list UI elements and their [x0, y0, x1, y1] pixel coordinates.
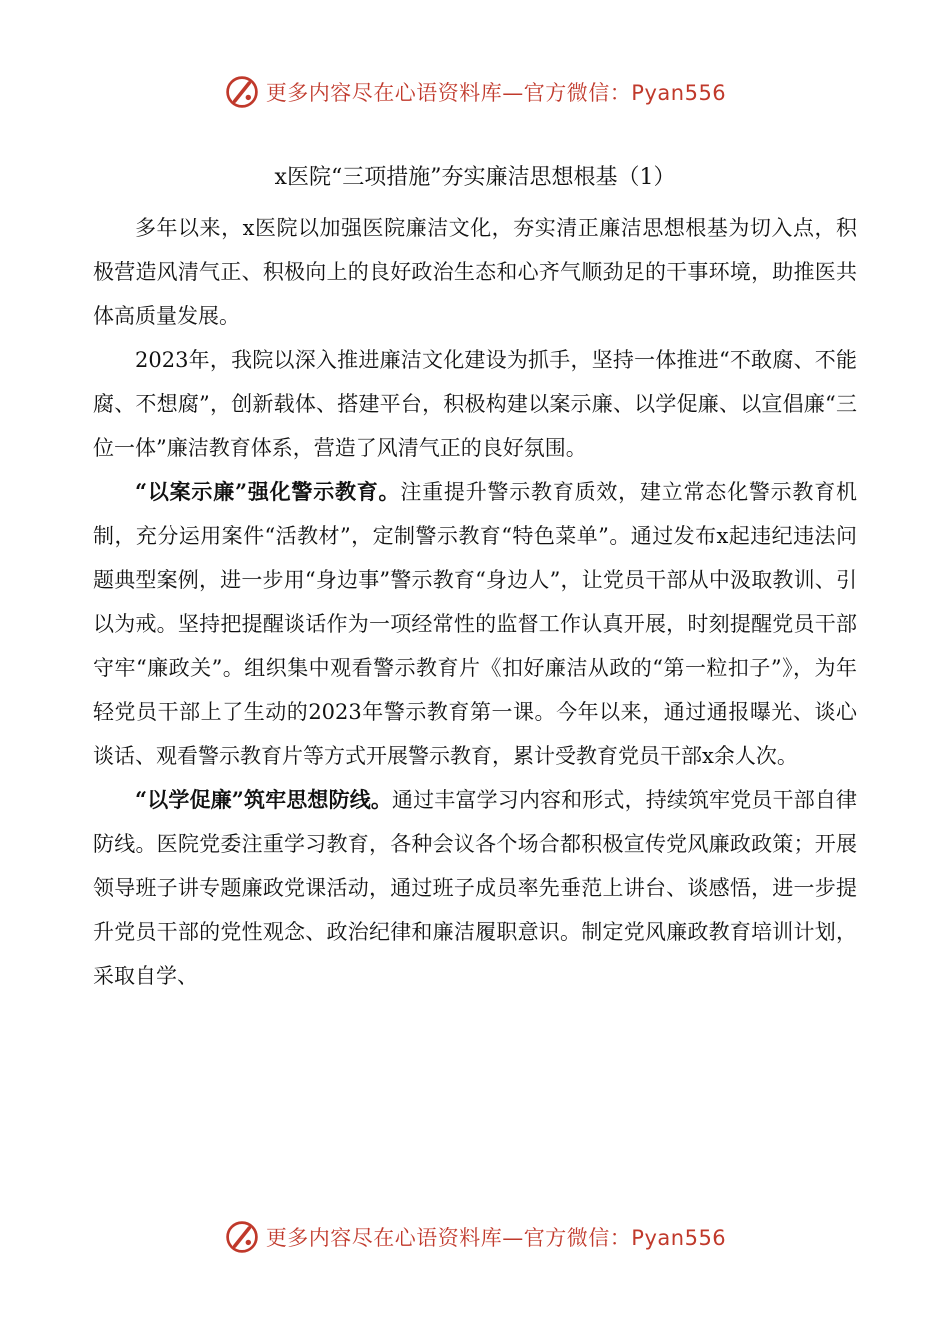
paragraph-4-text: 通过丰富学习内容和形式，持续筑牢党员干部自律防线。医院党委注重学习教育，各种会议各个场合都积极宣传党风廉政政策；开展领导班子讲专题廉政党课活动，通过班子成员率先垂范上讲台、谈感悟，进一步提升党员干部的党性观念、政治纪律和廉洁履职意识。制定党风廉政教育培训计划，采取自学、	[93, 788, 857, 988]
paragraph-4	[93, 778, 857, 998]
pen-logo-icon	[224, 74, 260, 110]
paragraph-3-text: 注重提升警示教育质效，建立常态化警示教育机制，充分运用案件“活教材”，定制警示教育“特色菜单”。通过发布x起违纪违法问题典型案例，进一步用“身边事”警示教育“身边人”，让党员干部从中汲取教训、引以为戒。坚持把提醒谈话作为一项经常性的监督工作认真开展，时刻提醒党员干部守牢“廉政关”。组织集中观看警示教育片《扣好廉洁从政的“第一粒扣子”》，为年轻党员干部上了生动的2023年警示教育第一课。今年以来，通过通报曝光、谈心谈话、观看警示教育片等方式开展警示教育，累计受教育党员干部x余人次。	[93, 480, 857, 768]
paragraph-3	[93, 470, 857, 778]
paragraph-4-lead: “以学促廉”筑牢思想防线。	[135, 787, 393, 812]
paragraph-3-lead: “以案示廉”强化警示教育。	[135, 479, 401, 504]
footer-banner	[0, 1217, 950, 1257]
header-banner	[0, 72, 950, 112]
paragraph-1	[93, 206, 857, 338]
pen-logo-icon	[224, 1219, 260, 1255]
document-body	[93, 206, 857, 998]
paragraph-1-text: 多年以来，x医院以加强医院廉洁文化，夯实清正廉洁思想根基为切入点，积极营造风清气正、积极向上的良好政治生态和心齐气顺劲足的干事环境，助推医共体高质量发展。	[93, 216, 857, 328]
header-banner-text: 更多内容尽在心语资料库—官方微信：Pyan556	[265, 81, 727, 105]
document-title: x医院“三项措施”夯实廉洁思想根基（1）	[274, 165, 676, 190]
footer-banner-text: 更多内容尽在心语资料库—官方微信：Pyan556	[265, 1226, 727, 1250]
paragraph-2-text: 2023年，我院以深入推进廉洁文化建设为抓手，坚持一体推进“不敢腐、不能腐、不想腐”，创新载体、搭建平台，积极构建以案示廉、以学促廉、以宣倡廉“三位一体”廉洁教育体系，营造了风清气正的良好氛围。	[93, 348, 857, 460]
paragraph-2	[93, 338, 857, 470]
